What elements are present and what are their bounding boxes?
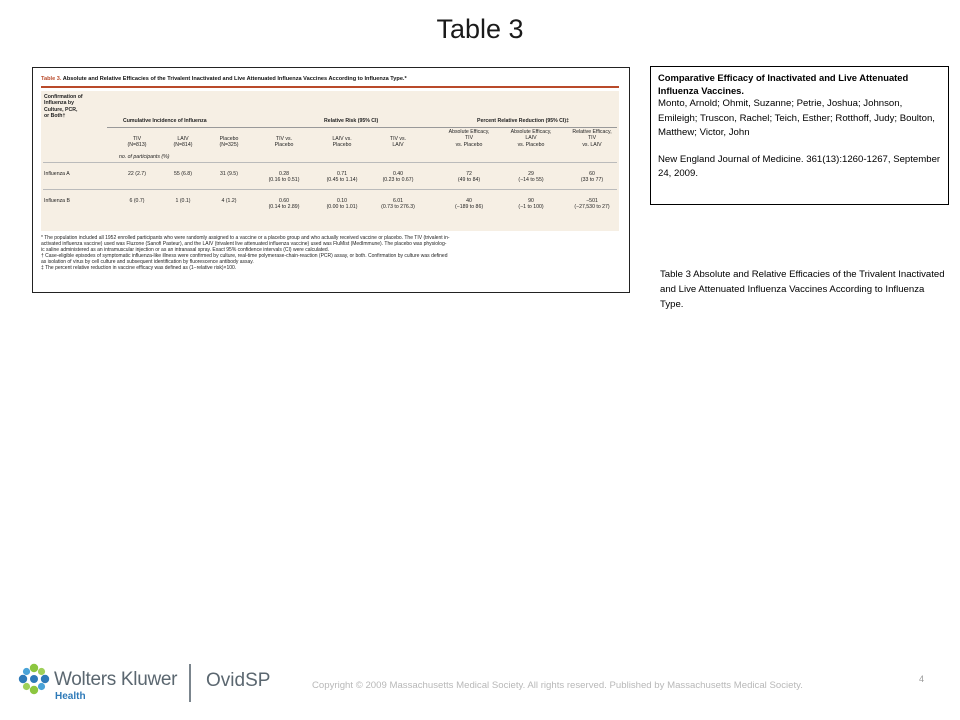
cell-ci: (0.45 to 1.14): [326, 177, 358, 184]
group-header-incidence: Cumulative Incidence of Influenza: [123, 118, 207, 124]
cell-value: 60: [589, 171, 595, 177]
citation-journal: New England Journal of Medicine. 361(13):1260-1267, September 24, 2009.: [658, 153, 941, 179]
cell-value: 0.60: [278, 198, 290, 204]
cell-ci: (0.23 to 0.67): [382, 177, 414, 184]
column-header-line: Absolute Efficacy,: [448, 129, 490, 135]
cell-ci: (0.14 to 2.89): [268, 204, 300, 211]
column-header-line: LAIV: [392, 142, 404, 149]
column-header-line: vs. Placebo: [517, 141, 545, 148]
column-header-line: (N=813): [127, 142, 147, 149]
subheader: no. of participants (%): [119, 154, 170, 160]
cell-value: 31 (9.5): [220, 171, 238, 177]
cell-ci: (−27,530 to 27): [574, 204, 610, 211]
cell-value: 4 (1.2): [221, 198, 237, 204]
footnote-line: as isolation of virus by cell culture and subsequent identification by fluorescence antibody assay.: [41, 259, 254, 266]
wolters-kluwer-globe-icon: [18, 663, 50, 695]
footnote-line: activated influenza vaccine) used was Fluzone (Sanofi Pasteur), and the LAIV (trivalent live attenuated influenza vaccine) used was FluMist (MedImmune). The placebo was physiolog-: [41, 241, 447, 248]
column-header: [441, 129, 497, 148]
page-number: 4: [919, 674, 925, 684]
footer-divider: [189, 664, 191, 702]
column-header: [503, 129, 559, 148]
table-cell: [439, 198, 499, 211]
column-header-line: TIV: [132, 136, 142, 142]
column-header-line: TIV vs.: [389, 136, 407, 142]
footnote-line: * The population included all 1952 enrolled participants who were randomly assigned to a vaccine or a placebo group and who actually received vaccine or placebo. The TIV (trivalent in-: [41, 235, 450, 241]
cell-value: 6 (0.7): [129, 198, 145, 204]
row-header-line: Confirmation of: [44, 94, 83, 100]
cell-ci: (0.00 to 1.01): [326, 204, 358, 211]
table-cell: [199, 171, 259, 177]
brand-name: Wolters Kluwer: [54, 669, 178, 690]
cell-ci: (33 to 77): [580, 177, 604, 184]
group-header-relative-risk: Relative Risk (95% CI): [324, 118, 379, 124]
row-label: Influenza A: [44, 171, 70, 177]
cell-value: 55 (6.8): [174, 171, 192, 177]
column-header: [564, 129, 620, 148]
column-header-line: (N=814): [173, 142, 193, 149]
row-header: [44, 94, 83, 120]
row-header-line: Culture, PCR,: [44, 106, 78, 113]
column-header-line: Relative Efficacy,: [572, 129, 612, 135]
cell-ci: (−14 to 55): [518, 177, 544, 184]
table-cell: [368, 171, 428, 184]
row-header-line: or Both†: [44, 113, 66, 120]
column-header-line: LAIV: [177, 136, 189, 142]
table-cell: [501, 171, 561, 184]
citation-box: [650, 66, 949, 205]
row-rule: [43, 189, 617, 190]
column-header-line: Absolute Efficacy,: [510, 129, 552, 135]
footnote-line: † Case-eligible episodes of symptomatic influenza-like illness were confirmed by culture, real-time polymerase-chain-reaction (PCR) assay, or both. Confirmation by culture was defined: [41, 253, 448, 260]
footnote-line: ‡ The percent relative reduction in vaccine efficacy was defined as (1−relative risk)×100.: [41, 265, 237, 272]
table-cell: [199, 198, 259, 204]
row-label: Influenza B: [44, 198, 70, 204]
row-rule: [43, 162, 617, 163]
column-header: [314, 136, 370, 149]
table-caption: [41, 74, 619, 88]
table-caption-number: Table 3.: [41, 76, 62, 82]
column-header-line: LAIV vs.: [332, 136, 352, 142]
column-header-line: Placebo: [219, 136, 239, 142]
column-header-line: Placebo: [274, 142, 294, 149]
cell-value: 22 (2.7): [128, 171, 146, 177]
cell-ci: (−189 to 86): [454, 204, 484, 211]
footnote-line: ic saline administered as an intramuscular injection or as an intranasal spray. Exact 95% confidence intervals (CI) were calculated.: [41, 247, 330, 254]
group-header-percent-reduction: Percent Relative Reduction (95% CI)‡: [477, 118, 569, 124]
cell-value: 29: [528, 171, 534, 177]
header-rule: [107, 127, 617, 128]
figure-caption: Table 3 Absolute and Relative Efficacies of the Trivalent Inactivated and Live Attenuated Influenza Vaccines According to Influenza Type.: [660, 269, 945, 310]
citation-title: Comparative Efficacy of Inactivated and Live Attenuated Influenza Vaccines.: [658, 72, 909, 96]
column-header-line: vs. LAIV: [582, 141, 602, 148]
table-footnotes: [41, 235, 619, 272]
cell-value: 90: [528, 198, 534, 204]
brand-subtitle: Health: [55, 691, 86, 702]
table-cell: [562, 171, 622, 184]
cell-ci: (49 to 84): [457, 177, 481, 184]
table-cell: [312, 198, 372, 211]
column-header-line: vs. Placebo: [455, 141, 483, 148]
column-header-line: TIV: [587, 135, 597, 142]
cell-value: 40: [466, 198, 472, 204]
cell-value: 1 (0.1): [175, 198, 191, 204]
table-cell: [312, 171, 372, 184]
cell-ci: (0.16 to 0.51): [268, 177, 300, 184]
cell-value: 6.01: [392, 198, 404, 204]
table-cell: [368, 198, 428, 211]
column-header: [370, 136, 426, 149]
cell-value: 72: [466, 171, 472, 177]
citation-authors: Monto, Arnold; Ohmit, Suzanne; Petrie, Joshua; Johnson, Emileigh; Truscon, Rachel; Teich, Esther; Rotthoff, Judy; Boulton, Matthew; Victor, John: [658, 98, 935, 138]
column-header-line: LAIV: [525, 135, 537, 142]
table-cell: [501, 198, 561, 211]
cell-value: 0.71: [336, 171, 348, 177]
column-header-line: (N=325): [219, 142, 239, 149]
column-header-line: TIV vs.: [275, 136, 293, 142]
table-cell: [254, 171, 314, 184]
cell-value: 0.10: [336, 198, 348, 204]
table-cell: [254, 198, 314, 211]
table-cell: [562, 198, 622, 211]
cell-ci: (−1 to 100): [518, 204, 544, 211]
column-header-line: TIV: [464, 135, 474, 142]
column-header-line: Placebo: [332, 142, 352, 149]
table-caption-text: Absolute and Relative Efficacies of the Trivalent Inactivated and Live Attenuated Influenza Vaccines According to Influenza Type.*: [62, 76, 407, 82]
cell-value: −501: [586, 198, 598, 204]
copyright-notice: Copyright © 2009 Massachusetts Medical Society. All rights reserved. Published by Massachusetts Medical Society.: [312, 680, 803, 691]
cell-value: 0.28: [278, 171, 290, 177]
cell-value: 0.40: [392, 171, 404, 177]
product-name: OvidSP: [206, 670, 271, 691]
column-header: [201, 136, 257, 149]
slide-title: Table 3: [436, 14, 524, 44]
row-header-line: Influenza by: [44, 100, 74, 107]
table-body: [41, 91, 619, 231]
table-image: [32, 67, 630, 293]
cell-ci: (0.73 to 276.3): [381, 204, 415, 211]
table-cell: [439, 171, 499, 184]
column-header: [256, 136, 312, 149]
